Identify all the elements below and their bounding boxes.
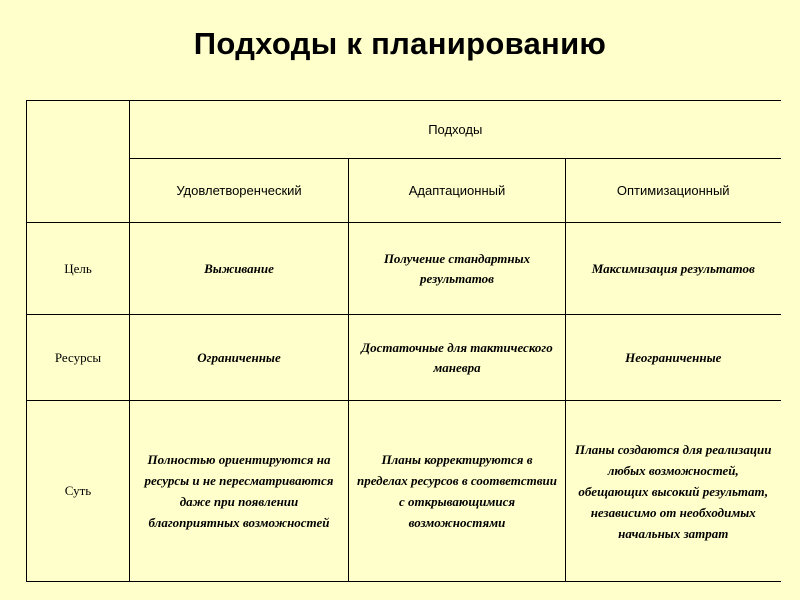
goal-satisficing: Выживание <box>130 223 349 315</box>
corner-cell <box>27 101 130 223</box>
row-label-resources: Ресурсы <box>27 315 130 401</box>
resources-optimizing: Неограниченные <box>566 315 781 401</box>
resources-adaptive: Достаточные для тактического маневра <box>349 315 566 401</box>
essence-satisficing: Полностью ориентируются на ресурсы и не пересматриваются даже при появлении благоприятных возможностей <box>130 401 349 582</box>
table-row-essence <box>27 401 781 582</box>
column-header-satisficing: Удовлетворенческий <box>130 159 349 223</box>
table-row-goal <box>27 223 781 315</box>
table-header-row <box>27 101 781 159</box>
column-header-optimizing: Оптимизационный <box>566 159 781 223</box>
goal-adaptive: Получение стандартных результатов <box>349 223 566 315</box>
goal-optimizing: Максимизация результатов <box>566 223 781 315</box>
essence-adaptive: Планы корректируются в пределах ресурсов в соответствии с открывающимися возможностями <box>349 401 566 582</box>
column-header-adaptive: Адаптационный <box>349 159 566 223</box>
row-label-essence: Суть <box>27 401 130 582</box>
resources-satisficing: Ограниченные <box>130 315 349 401</box>
essence-optimizing: Планы создаются для реализации любых возможностей, обещающих высокий результат, независимо от необходимых начальных затрат <box>566 401 781 582</box>
page-title: Подходы к планированию <box>193 26 607 61</box>
row-label-goal: Цель <box>27 223 130 315</box>
group-header-approaches: Подходы <box>130 101 781 159</box>
planning-approaches-table <box>26 100 781 582</box>
table-row-resources <box>27 315 781 401</box>
table-subheader-row <box>27 159 781 223</box>
